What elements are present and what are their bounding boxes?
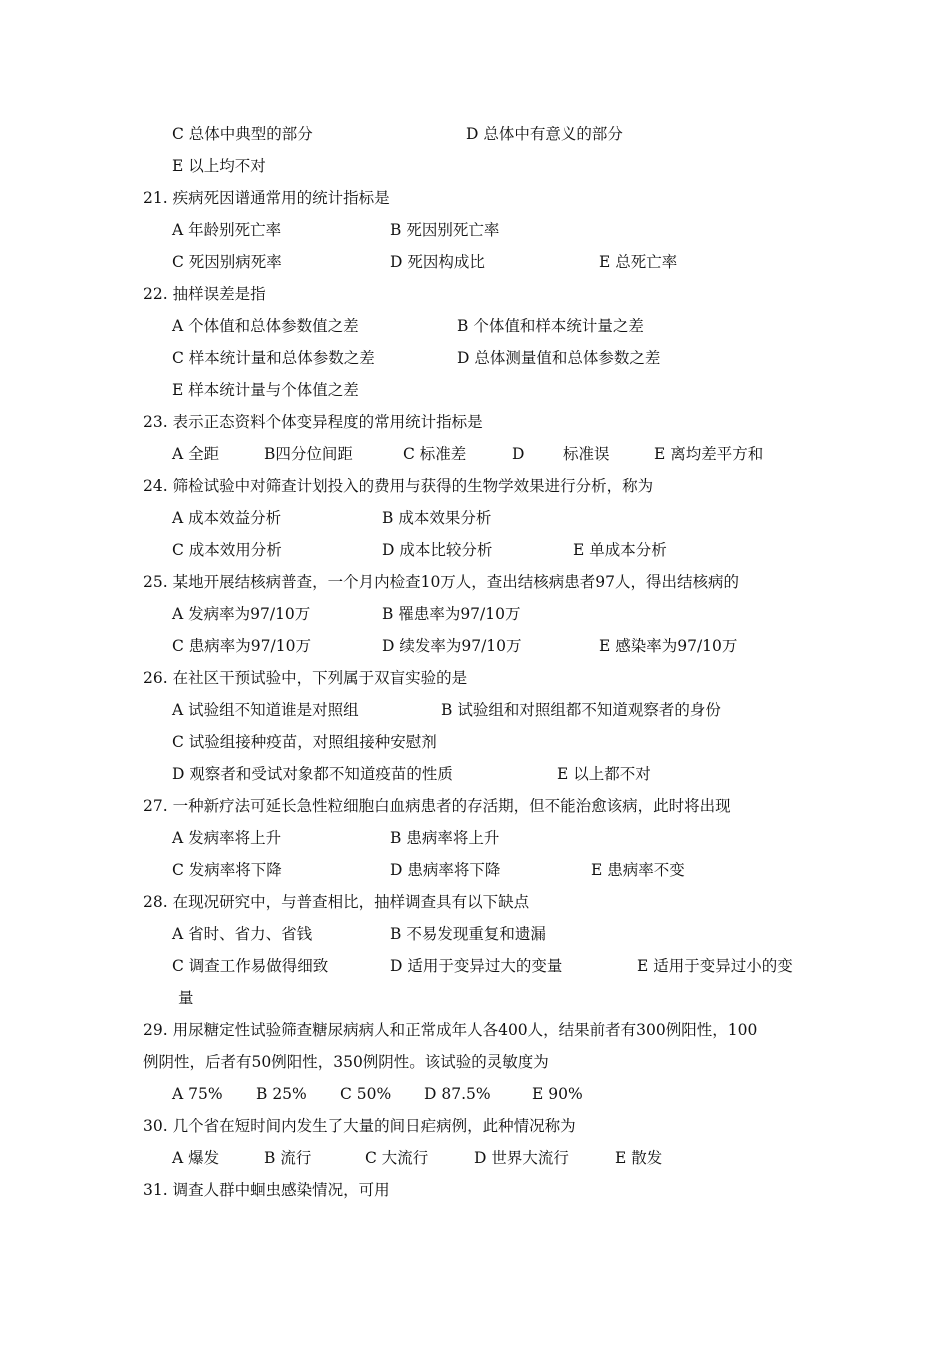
answer-option: C 患病率为97/10万: [172, 637, 311, 655]
question-text: 25. 某地开展结核病普查，一个月内检查10万人，查出结核病患者97人，得出结核病的: [143, 573, 740, 591]
question-text: 21. 疾病死因谱通常用的统计指标是: [143, 189, 390, 207]
answer-option: A 发病率为97/10万: [172, 605, 311, 623]
answer-option: B 不易发现重复和遗漏: [390, 925, 546, 943]
answer-option: D 成本比较分析: [382, 541, 493, 559]
question-text: 22. 抽样误差是指: [143, 285, 266, 303]
answer-option: C 总体中典型的部分: [172, 125, 313, 143]
answer-option: D 87.5%: [424, 1085, 491, 1103]
answer-option: D 总体测量值和总体参数之差: [457, 349, 661, 367]
answer-option: E 以上都不对: [557, 765, 651, 783]
answer-option: B 试验组和对照组都不知道观察者的身份: [441, 701, 721, 719]
question-text: 例阴性，后者有50例阳性，350例阴性。该试验的灵敏度为: [143, 1053, 549, 1071]
answer-option: C 标准差: [403, 445, 467, 463]
answer-option: A 个体值和总体参数值之差: [172, 317, 359, 335]
answer-option: E 感染率为97/10万: [599, 637, 738, 655]
answer-option: C 50%: [340, 1085, 392, 1103]
question-text: 31. 调查人群中蛔虫感染情况，可用: [143, 1181, 390, 1199]
answer-option: D 死因构成比: [390, 253, 485, 271]
answer-option: C 发病率将下降: [172, 861, 282, 879]
answer-option: B 患病率将上升: [390, 829, 500, 847]
answer-option: C 死因别病死率: [172, 253, 282, 271]
answer-option: B 25%: [256, 1085, 307, 1103]
answer-option: C 大流行: [365, 1149, 429, 1167]
answer-option: A 75%: [172, 1085, 223, 1103]
answer-option: E 以上均不对: [172, 157, 266, 175]
answer-option: A 发病率将上升: [172, 829, 282, 847]
answer-option: D 续发率为97/10万: [382, 637, 522, 655]
answer-option: C 样本统计量和总体参数之差: [172, 349, 375, 367]
answer-option: D 适用于变异过大的变量: [390, 957, 563, 975]
question-text: 28. 在现况研究中，与普查相比，抽样调查具有以下缺点: [143, 893, 530, 911]
answer-option: C 成本效用分析: [172, 541, 282, 559]
question-text: 23. 表示正态资料个体变异程度的常用统计指标是: [143, 413, 483, 431]
answer-option: D 总体中有意义的部分: [466, 125, 623, 143]
answer-option: 标准误: [563, 445, 610, 463]
answer-option: A 省时、省力、省钱: [172, 925, 313, 943]
question-text: 30. 几个省在短时间内发生了大量的间日疟病例，此种情况称为: [143, 1117, 576, 1135]
answer-option: A 全距: [172, 445, 220, 463]
answer-option: D 观察者和受试对象都不知道疫苗的性质: [172, 765, 453, 783]
answer-option: B 死因别死亡率: [390, 221, 500, 239]
answer-option: B四分位间距: [264, 445, 353, 463]
answer-option: E 适用于变异过小的变: [637, 957, 793, 975]
answer-option: C 试验组接种疫苗，对照组接种安慰剂: [172, 733, 437, 751]
question-text: 26. 在社区干预试验中，下列属于双盲实验的是: [143, 669, 468, 687]
answer-option: E 总死亡率: [599, 253, 678, 271]
answer-option: B 罹患率为97/10万: [382, 605, 521, 623]
answer-option: B 个体值和样本统计量之差: [457, 317, 644, 335]
answer-option: D 世界大流行: [474, 1149, 569, 1167]
answer-option: B 流行: [264, 1149, 312, 1167]
answer-option: A 成本效益分析: [172, 509, 282, 527]
answer-option: E 离均差平方和: [654, 445, 764, 463]
answer-option: D 患病率将下降: [390, 861, 501, 879]
answer-option: C 调查工作易做得细致: [172, 957, 329, 975]
answer-option: A 年龄别死亡率: [172, 221, 282, 239]
answer-option: E 单成本分析: [573, 541, 667, 559]
answer-option: B 成本效果分析: [382, 509, 492, 527]
answer-option: E 90%: [532, 1085, 583, 1103]
answer-option: A 爆发: [172, 1149, 220, 1167]
question-text: 24. 筛检试验中对筛查计划投入的费用与获得的生物学效果进行分析，称为: [143, 477, 654, 495]
question-text: 29. 用尿糖定性试验筛查糖尿病病人和正常成年人各400人，结果前者有300例阳性，100: [143, 1021, 758, 1039]
question-text: 27. 一种新疗法可延长急性粒细胞白血病患者的存活期，但不能治愈该病，此时将出现: [143, 797, 731, 815]
answer-option: A 试验组不知道谁是对照组: [172, 701, 359, 719]
answer-option: E 样本统计量与个体值之差: [172, 381, 359, 399]
answer-option: E 患病率不变: [591, 861, 685, 879]
answer-option: D: [512, 445, 525, 463]
answer-option: E 散发: [615, 1149, 663, 1167]
continuation-text: 量: [178, 989, 194, 1007]
